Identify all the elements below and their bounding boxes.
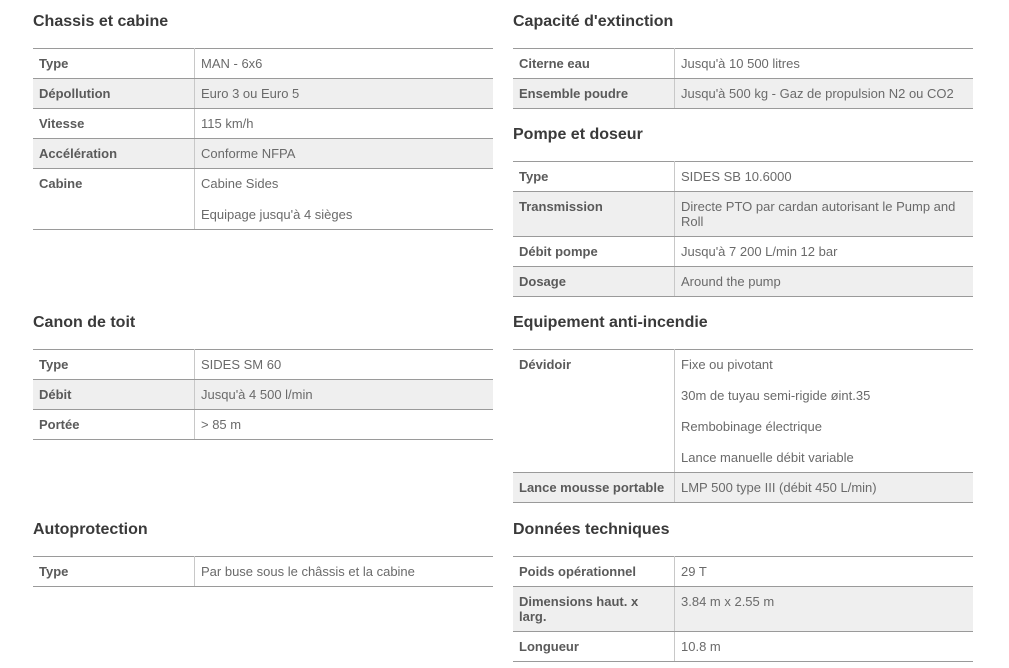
spec-value	[675, 350, 974, 473]
spec-label: Portée	[33, 410, 195, 440]
spec-value-line: Rembobinage électrique	[681, 419, 822, 434]
spec-label: Dévidoir	[513, 350, 675, 473]
spec-label: Type	[33, 49, 195, 79]
spec-table	[33, 556, 493, 587]
table-row	[513, 49, 973, 79]
section-pompe-doseur	[513, 123, 973, 297]
table-row	[33, 169, 493, 230]
table-row	[33, 109, 493, 139]
spec-value-line: Fixe ou pivotant	[681, 357, 773, 372]
spec-value: > 85 m	[195, 410, 494, 440]
section-title: Capacité d'extinction	[513, 13, 674, 30]
spec-value: MAN - 6x6	[195, 49, 494, 79]
table-row	[513, 79, 973, 109]
spec-value: Jusqu'à 10 500 litres	[675, 49, 974, 79]
spec-label: Poids opérationnel	[513, 557, 675, 587]
section-donnees-techniques	[513, 518, 973, 662]
spec-label: Dosage	[513, 267, 675, 297]
table-row	[513, 192, 973, 237]
spec-label: Transmission	[513, 192, 675, 237]
table-row	[33, 557, 493, 587]
table-row	[33, 410, 493, 440]
spec-value: Par buse sous le châssis et la cabine	[195, 557, 494, 587]
spec-label: Citerne eau	[513, 49, 675, 79]
spec-table	[33, 349, 493, 440]
spec-table	[513, 48, 973, 109]
spec-value-line: 30m de tuyau semi-rigide øint.35	[681, 388, 871, 403]
table-row	[33, 49, 493, 79]
spec-value: 10.8 m	[675, 632, 974, 662]
table-row	[513, 350, 973, 473]
table-row	[513, 473, 973, 503]
spec-value: SIDES SB 10.6000	[675, 162, 974, 192]
table-row	[513, 557, 973, 587]
spec-table	[513, 349, 973, 503]
section-title: Equipement anti-incendie	[513, 314, 708, 331]
section-equipement-anti-incendie	[513, 311, 973, 503]
section-title: Données techniques	[513, 521, 670, 538]
table-row	[513, 632, 973, 662]
spec-label: Lance mousse portable	[513, 473, 675, 503]
table-row	[513, 267, 973, 297]
section-title: Pompe et doseur	[513, 126, 643, 143]
spec-label: Type	[513, 162, 675, 192]
section-canon-de-toit	[33, 311, 493, 440]
spec-value: Jusqu'à 4 500 l/min	[195, 380, 494, 410]
spec-value: 29 T	[675, 557, 974, 587]
spec-table	[513, 161, 973, 297]
spec-label: Vitesse	[33, 109, 195, 139]
section-chassis-cabine	[33, 10, 493, 230]
spec-label: Dépollution	[33, 79, 195, 109]
spec-value: 3.84 m x 2.55 m	[675, 587, 974, 632]
spec-value: Jusqu'à 500 kg - Gaz de propulsion N2 ou CO2	[675, 79, 974, 109]
spec-label: Longueur	[513, 632, 675, 662]
spec-value: Directe PTO par cardan autorisant le Pump and Roll	[675, 192, 974, 237]
spec-label: Débit	[33, 380, 195, 410]
section-title: Canon de toit	[33, 314, 136, 331]
spec-value	[195, 169, 494, 230]
spec-label: Type	[33, 350, 195, 380]
table-row	[33, 79, 493, 109]
table-row	[513, 162, 973, 192]
spec-value-line: Equipage jusqu'à 4 sièges	[201, 207, 353, 222]
spec-label: Accélération	[33, 139, 195, 169]
spec-value: LMP 500 type III (débit 450 L/min)	[675, 473, 974, 503]
table-row	[513, 237, 973, 267]
spec-label: Type	[33, 557, 195, 587]
spec-table	[33, 48, 493, 230]
table-row	[33, 139, 493, 169]
table-row	[33, 380, 493, 410]
spec-value: Euro 3 ou Euro 5	[195, 79, 494, 109]
spec-label: Dimensions haut. x larg.	[513, 587, 675, 632]
table-row	[513, 587, 973, 632]
spec-value: 115 km/h	[195, 109, 494, 139]
section-autoprotection	[33, 518, 493, 587]
spec-value: Around the pump	[675, 267, 974, 297]
spec-label: Ensemble poudre	[513, 79, 675, 109]
section-capacite-extinction	[513, 10, 973, 109]
spec-value: Conforme NFPA	[195, 139, 494, 169]
spec-label: Cabine	[33, 169, 195, 230]
spec-value-line: Cabine Sides	[201, 176, 279, 191]
section-title: Autoprotection	[33, 521, 148, 538]
spec-value: Jusqu'à 7 200 L/min 12 bar	[675, 237, 974, 267]
spec-value-line: Lance manuelle débit variable	[681, 450, 854, 465]
spec-label: Débit pompe	[513, 237, 675, 267]
section-title: Chassis et cabine	[33, 13, 169, 30]
spec-value: SIDES SM 60	[195, 350, 494, 380]
table-row	[33, 350, 493, 380]
spec-table	[513, 556, 973, 662]
